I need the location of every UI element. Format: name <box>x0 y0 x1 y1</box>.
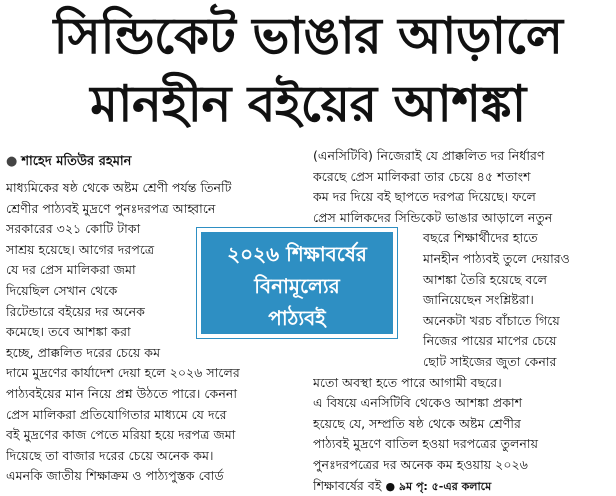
body-line: পাঠ্যবই মুদ্রণে বাতিল হওয়া দরপত্রের তুলনায় <box>313 434 609 455</box>
body-line: পাঠ্যবইয়ের মান নিয়ে প্রশ্ন উঠতে পারে। কেননা <box>6 384 306 405</box>
body-line: হচ্ছে, প্রাক্কলিত দরের চেয়ে কম <box>6 343 306 364</box>
body-line: নিজের পায়ের মাপের চেয়ে <box>313 331 609 352</box>
continued-on-page-note: ● ৯ম পৃ: ৫-এর কলামে <box>385 480 491 493</box>
body-line: যে দর প্রেস মালিকরা জমা <box>6 260 206 281</box>
headline-line-2: মানহীন বইয়ের আশঙ্কা <box>0 72 616 136</box>
body-line: (এনসিটিবি) নিজেরাই যে প্রাক্কলিত দর নির্ধারণ <box>313 146 609 167</box>
callout-line-1: ২০২৬ শিক্ষাবর্ষের <box>201 238 393 270</box>
body-line: আশঙ্কা তৈরি হয়েছে বলে <box>313 270 609 291</box>
body-line: করেছে প্রেস মালিকরা তার চেয়ে ৪৫ শতাংশ <box>313 167 609 188</box>
body-line: দিয়েছিল সেখান থেকে <box>6 281 206 302</box>
body-line: মানহীন পাঠ্যবই তুলে দেয়ারও <box>313 249 609 270</box>
body-line: রিটেন্ডারে বইয়ের দর অনেক <box>6 302 206 323</box>
body-line: কম দর দিয়ে বই ছাপতে দরপত্র দিয়েছে। ফলে <box>313 187 609 208</box>
byline-author: শাহেদ মতিউর রহমান <box>21 154 131 169</box>
body-line: পুনঃদরপত্রের দর অনেক কম হওয়ায় ২০২৬ <box>313 455 609 476</box>
body-line: প্রেস মালিকরা প্রতিযোগিতার মাধ্যমে যে দরে <box>6 405 306 426</box>
body-line: দামে মুদ্রণের কার্যাদেশ দেয়া হলে ২০২৬ সালের <box>6 363 306 384</box>
body-line: কমেছে। তবে আশঙ্কা করা <box>6 322 206 343</box>
byline-bullet-icon: ● <box>6 154 17 169</box>
body-line: শ্রেণীর পাঠ্যবই মুদ্রণে পুনঃদরপত্র আহ্বানে <box>6 199 306 220</box>
body-line: অনেকটা খরচ বাঁচাতে গিয়ে <box>313 311 609 332</box>
body-line: বই মুদ্রণের কাজ পেতে মরিয়া হয়ে দরপত্র জমা <box>6 425 306 446</box>
body-line: মাধ্যমিকের ষষ্ঠ থেকে অষ্টম শ্রেণী পর্যন্ত তিনটি <box>6 178 306 199</box>
body-line: মতো অবস্থা হতে পারে আগামী বছরে। <box>313 373 609 394</box>
body-line: প্রেস মালিকদের সিন্ডিকেট ভাঙার আড়ালে নতুন <box>313 208 609 229</box>
headline-line-1: সিন্ডিকেট ভাঙার আড়ালে <box>0 4 616 68</box>
body-line: ছোট সাইজের জুতা কেনার <box>313 352 609 373</box>
body-line: এমনকি জাতীয় শিক্ষাক্রম ও পাঠ্যপুস্তক বোর্ড <box>6 466 306 487</box>
body-line: সাশ্রয় হয়েছে। আগের দরপত্রে <box>6 240 206 261</box>
body-line: দিয়েছে তা বাজার দরের চেয়ে অনেক কম। <box>6 446 306 467</box>
callout-line-2: বিনামূল্যের <box>201 270 393 302</box>
body-line: এ বিষয়ে এনসিটিবি থেকেও আশঙ্কা প্রকাশ <box>313 393 609 414</box>
byline <box>6 154 131 170</box>
body-line: জানিয়েছেন সংশ্লিষ্টরা। <box>313 290 609 311</box>
callout-line-3: পাঠ্যবই <box>201 302 393 334</box>
body-line: সরকারের ৩২১ কোটি টাকা <box>6 219 206 240</box>
body-line-text: শিক্ষাবর্ষের বই <box>313 478 381 493</box>
body-line: হয়েছে যে, সম্প্রতি ষষ্ঠ থেকে অষ্টম শ্রেণীর <box>313 414 609 435</box>
callout-box <box>197 228 397 338</box>
body-line: বছরে শিক্ষার্থীদের হাতে <box>313 228 609 249</box>
